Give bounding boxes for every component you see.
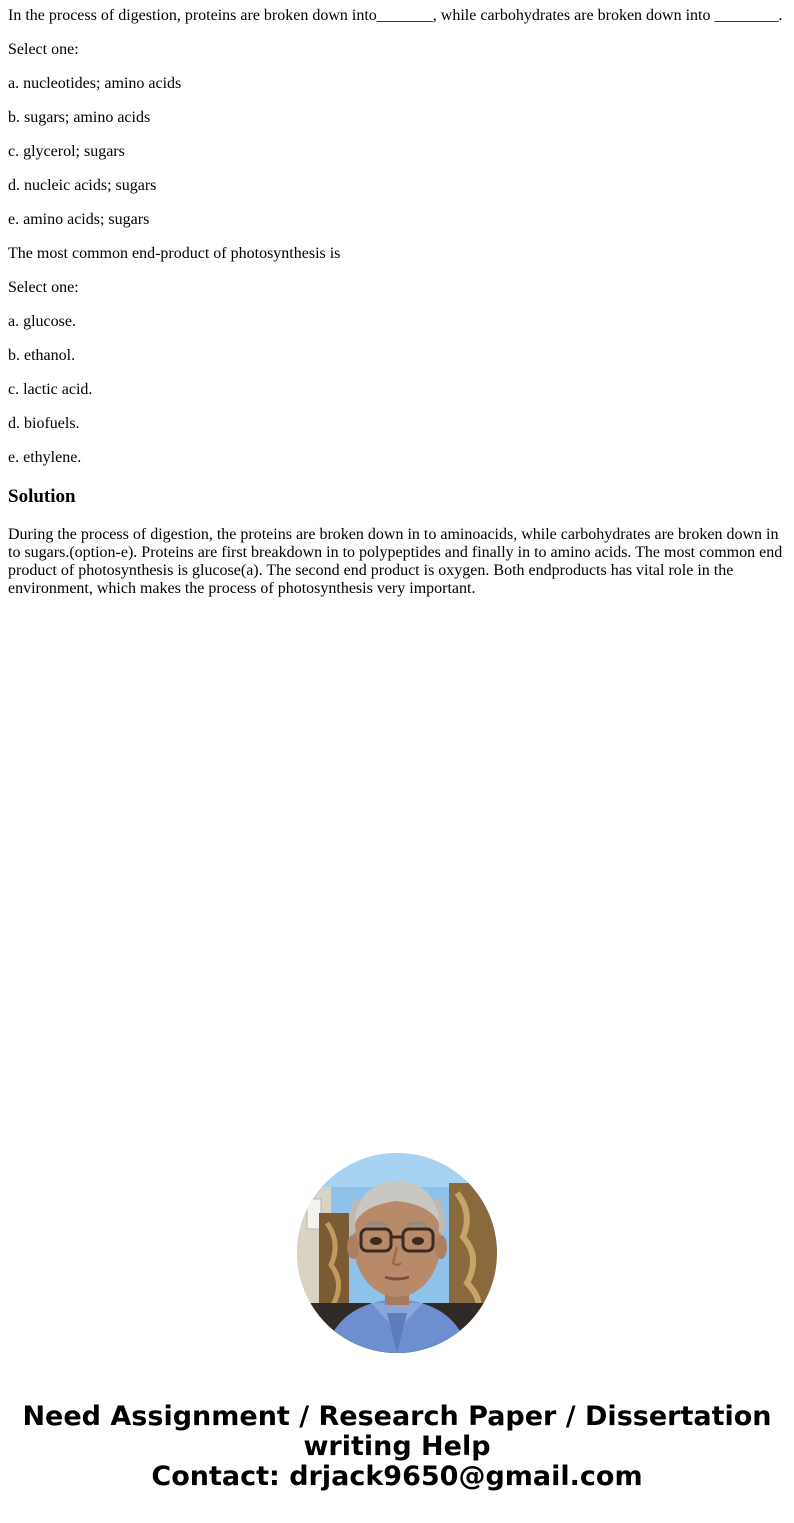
promo-line-2: writing Help xyxy=(303,1431,491,1462)
question-1-prompt: In the process of digestion, proteins are broken down into_______, while carbohydrates are broken down into ________. xyxy=(8,7,783,24)
question-2-option-e: e. ethylene. xyxy=(8,449,82,466)
author-avatar xyxy=(297,1153,497,1353)
question-2-option-d: d. biofuels. xyxy=(8,415,80,432)
solution-heading: Solution xyxy=(8,486,76,507)
question-1-option-a: a. nucleotides; amino acids xyxy=(8,75,182,92)
promo-contact-line: Contact: drjack9650@gmail.com xyxy=(151,1461,643,1492)
promo-banner xyxy=(0,1402,794,1492)
question-1-option-d: d. nucleic acids; sugars xyxy=(8,177,157,194)
solution-body: During the process of digestion, the proteins are broken down in to aminoacids, while carbohydrates are broken down in to sugars.(option-e). Proteins are first breakdown in to polypeptides and finally in to amino acids. The most common end product of photosynthesis is glucose(a). The second end product is oxygen. Both endproducts has vital role in the environment, which makes the process of photosynthesis very important. xyxy=(8,526,783,597)
question-1-select-label: Select one: xyxy=(8,41,79,58)
author-portrait-image xyxy=(297,1153,497,1353)
question-2-option-c: c. lactic acid. xyxy=(8,381,93,398)
question-1-option-b: b. sugars; amino acids xyxy=(8,109,151,126)
question-2-select-label: Select one: xyxy=(8,279,79,296)
question-2-prompt: The most common end-product of photosynthesis is xyxy=(8,245,341,262)
question-1-option-e: e. amino acids; sugars xyxy=(8,211,150,228)
question-1-option-c: c. glycerol; sugars xyxy=(8,143,125,160)
question-2-option-a: a. glucose. xyxy=(8,313,76,330)
promo-line-1: Need Assignment / Research Paper / Dissertation xyxy=(22,1401,772,1432)
question-2-option-b: b. ethanol. xyxy=(8,347,76,364)
